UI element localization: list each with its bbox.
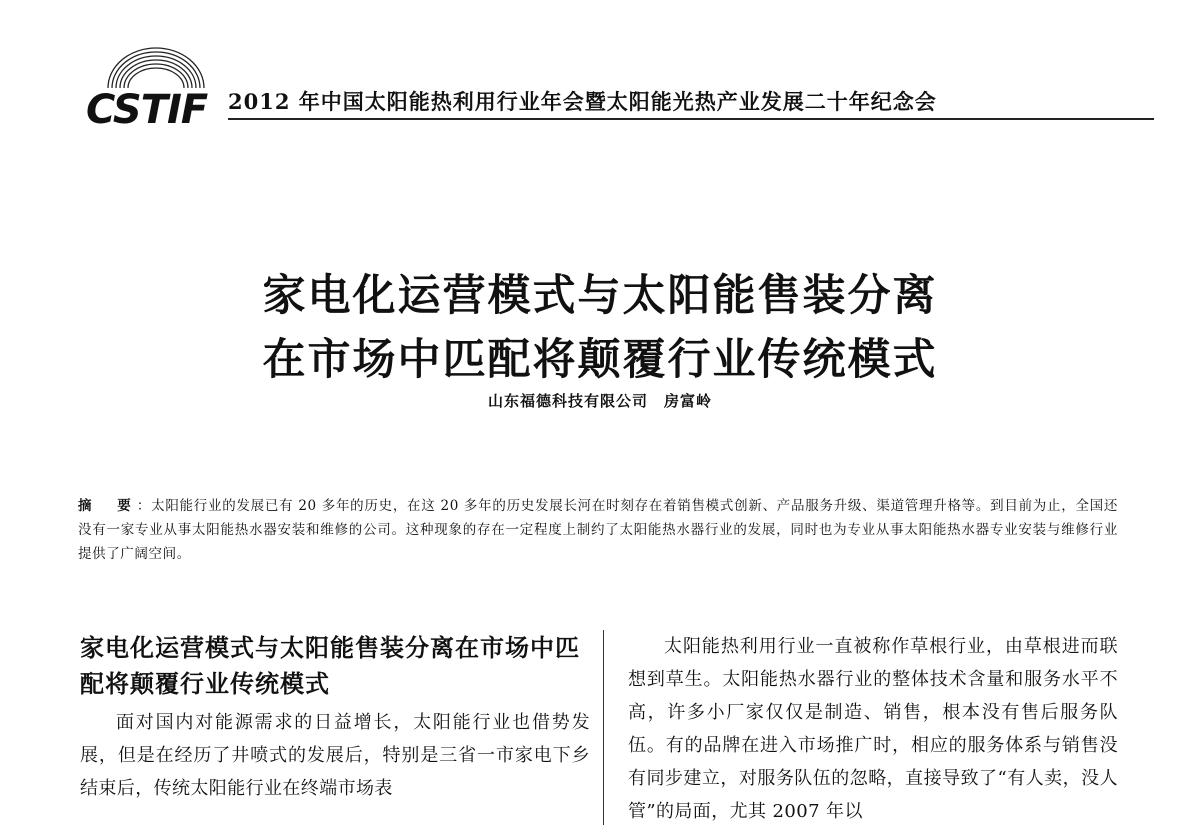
- abstract: [78, 494, 1118, 566]
- author-line: 山东福德科技有限公司 房富岭: [487, 392, 712, 410]
- cstif-logo: [86, 44, 220, 133]
- abstract-label: 摘 要: [78, 498, 137, 514]
- article-title-line-2: 在市场中匹配将颠覆行业传统模式: [262, 335, 938, 385]
- section-heading: 家电化运营模式与太阳能售装分离在市场中匹配将颠覆行业传统模式: [80, 633, 580, 698]
- left-column: [80, 630, 590, 805]
- column-divider: [603, 630, 604, 825]
- right-paragraph: 太阳能热利用行业一直被称作草根行业，由草根进而联想到草生。太阳能热水器行业的整体技术含量和服务水平不高，许多小厂家仅仅是制造、销售，根本没有售后服务队伍。有的品牌在进入市场推广时，相应的服务体系与销售没有同步建立，对服务队伍的忽略，直接导致了“有人卖，没人管”的局面，尤其 2007 年以: [628, 636, 1118, 822]
- left-paragraph: 面对国内对能源需求的日益增长，太阳能行业也借势发展，但是在经历了井喷式的发展后，特别是三省一市家电下乡结束后，传统太阳能行业在终端市场表: [80, 712, 590, 799]
- article-title-line-1: 家电化运营模式与太阳能售装分离: [262, 271, 938, 321]
- logo-wordmark: CSTIF: [86, 87, 208, 133]
- header-divider: [228, 118, 1154, 120]
- right-column: [628, 630, 1118, 828]
- conference-title: 2012 年中国太阳能热利用行业年会暨太阳能光热产业发展二十年纪念会: [228, 89, 937, 114]
- abstract-text: ：太阳能行业的发展已有 20 多年的历史，在这 20 多年的历史发展长河在时刻存在着销售模式创新、产品服务升级、渠道管理升格等。到目前为止，全国还没有一家专业从事太阳能热水器安装和维修的公司。这种现象的存在一定程度上制约了太阳能热水器行业的发展，同时也为专业从事太阳能热水器专业安装与维修行业提供了广阔空间。: [78, 498, 1118, 562]
